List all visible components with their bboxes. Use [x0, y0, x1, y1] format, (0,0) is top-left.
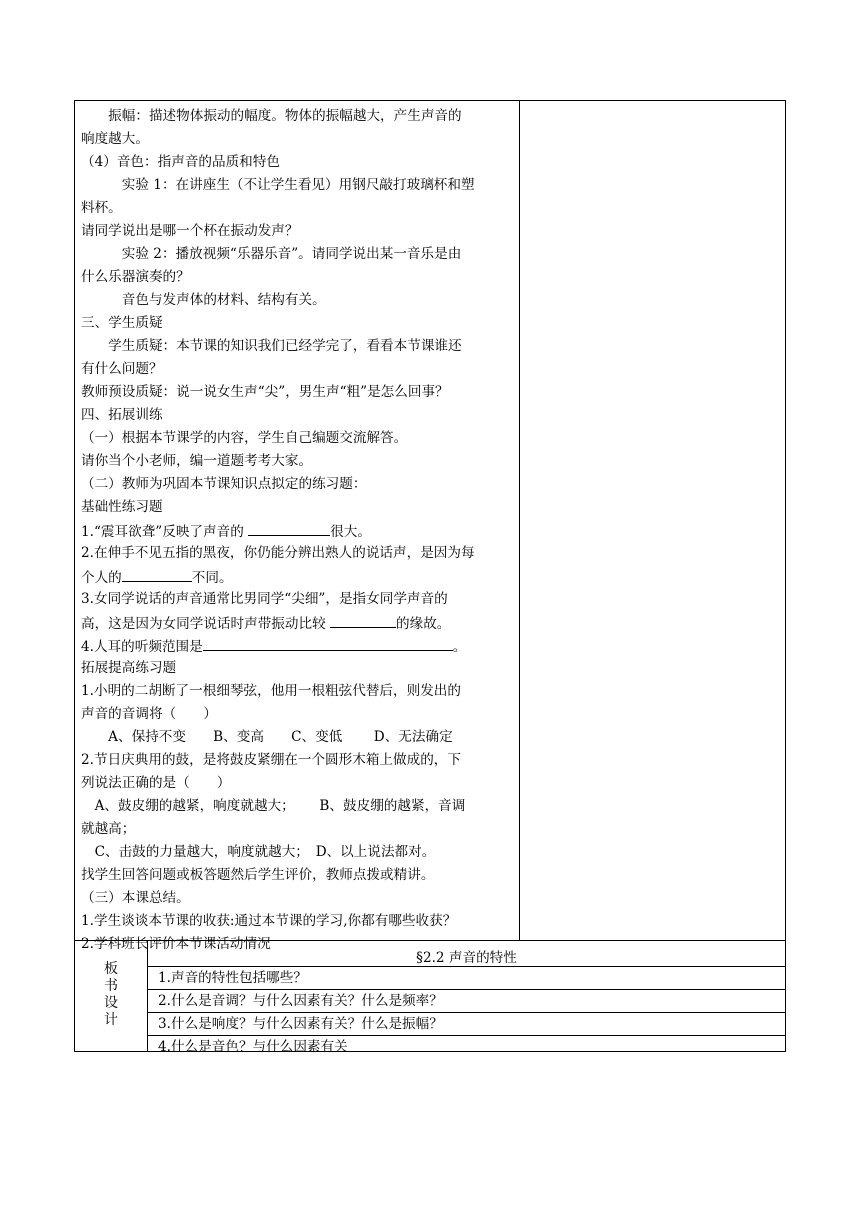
board-row: 1.声音的特性包括哪些？ — [148, 966, 785, 989]
text-line: 实验 1：在讲座生（不让学生看见）用钢尺敲打玻璃杯和塑 — [81, 177, 475, 193]
text-line: 响度越大。 — [81, 131, 149, 147]
section-heading: 三、学生质疑 — [81, 315, 163, 331]
answer-options: A、保持不变 B、变高 C、变低 D、无法确定 — [81, 729, 453, 745]
text-line: 料杯。 — [81, 200, 122, 216]
text-line: 音色与发声体的材料、结构有关。 — [81, 292, 326, 308]
blank-line — [248, 519, 330, 536]
board-row: 4.什么是音色？与什么因素有关 — [148, 1035, 785, 1052]
text-line: 列说法正确的是（ ） — [81, 775, 231, 791]
text-line: （一）根据本节课学的内容，学生自己编题交流解答。 — [81, 430, 408, 446]
answer-options: C、击鼓的力量越大，响度就越大； D、以上说法都对。 — [81, 844, 436, 860]
text-line: 请同学说出是哪一个杯在振动发声？ — [81, 223, 299, 239]
text-line: 声音的音调将（ ） — [81, 706, 217, 722]
text-line: 1.小明的二胡断了一根细琴弦，他用一根粗弦代替后，则发出的 — [81, 683, 461, 699]
text-line: （4）音色：指声音的品质和特色 — [81, 154, 280, 170]
lesson-table — [74, 100, 786, 1055]
column-divider — [519, 101, 520, 941]
blank-line — [122, 565, 192, 582]
question-1: 1.“震耳欲聋”反映了声音的 很大。 — [81, 519, 513, 542]
text-line: 实验 2：播放视频“乐器乐音”。请同学说出某一音乐是由 — [81, 246, 462, 262]
board-design-label: 板 书 设 计 — [104, 961, 118, 1028]
blank-line — [330, 611, 396, 628]
board-title: §2.2 声音的特性 — [416, 950, 517, 966]
question-3-cont: 高，这是因为女同学说话时声带振动比较 的缘故。 — [81, 611, 513, 634]
question-3: 3.女同学说话的声音通常比男同学“尖细”，是指女同学声音的 — [81, 591, 448, 607]
question-4: 4.人耳的听频范围是 。 — [81, 634, 513, 657]
board-row: 3.什么是响度？与什么因素有关？什么是振幅？ — [148, 1012, 785, 1035]
section-heading: 拓展提高练习题 — [81, 660, 177, 676]
text-line: 2.节日庆典用的鼓，是将鼓皮紧绷在一个圆形木箱上做成的，下 — [81, 752, 461, 768]
section-heading: 四、拓展训练 — [81, 407, 163, 423]
text-line: 有什么问题？ — [81, 361, 163, 377]
text-line: 请你当个小老师，编一道题考考大家。 — [81, 453, 313, 469]
lesson-content — [81, 105, 513, 956]
text-line: 基础性练习题 — [81, 499, 163, 515]
text-line: 1.学生谈谈本节课的收获:通过本节课的学习,你都有哪些收获？ — [81, 913, 457, 929]
blank-line — [203, 634, 453, 651]
text-line: 学生质疑：本节课的知识我们已经学完了，看看本节课谁还 — [81, 338, 462, 354]
text-line: （二）教师为巩固本节课知识点拟定的练习题： — [81, 476, 367, 492]
board-row: 2.什么是音调？与什么因素有关？什么是频率？ — [148, 989, 785, 1012]
text-line: 振幅：描述物体振动的幅度。物体的振幅越大，产生声音的 — [81, 108, 462, 124]
text-line: 找学生回答问题或板答题然后学生评价，教师点拨或精讲。 — [81, 867, 435, 883]
text-line: 教师预设质疑：说一说女生声“尖”，男生声“粗”是怎么回事？ — [81, 384, 449, 400]
answer-options: A、鼓皮绷的越紧，响度就越大； B、鼓皮绷的越紧，音调 — [81, 798, 466, 814]
question-2-cont: 个人的 不同。 — [81, 565, 513, 588]
question-2: 2.在伸手不见五指的黑夜，你仍能分辨出熟人的说话声，是因为每 — [81, 545, 475, 561]
text-line: 就越高； — [81, 821, 136, 837]
text-line: 什么乐器演奏的？ — [81, 269, 190, 285]
text-line: 2.学科班长评价本节课活动情况 — [81, 936, 271, 952]
text-line: （三）本课总结。 — [81, 890, 190, 906]
